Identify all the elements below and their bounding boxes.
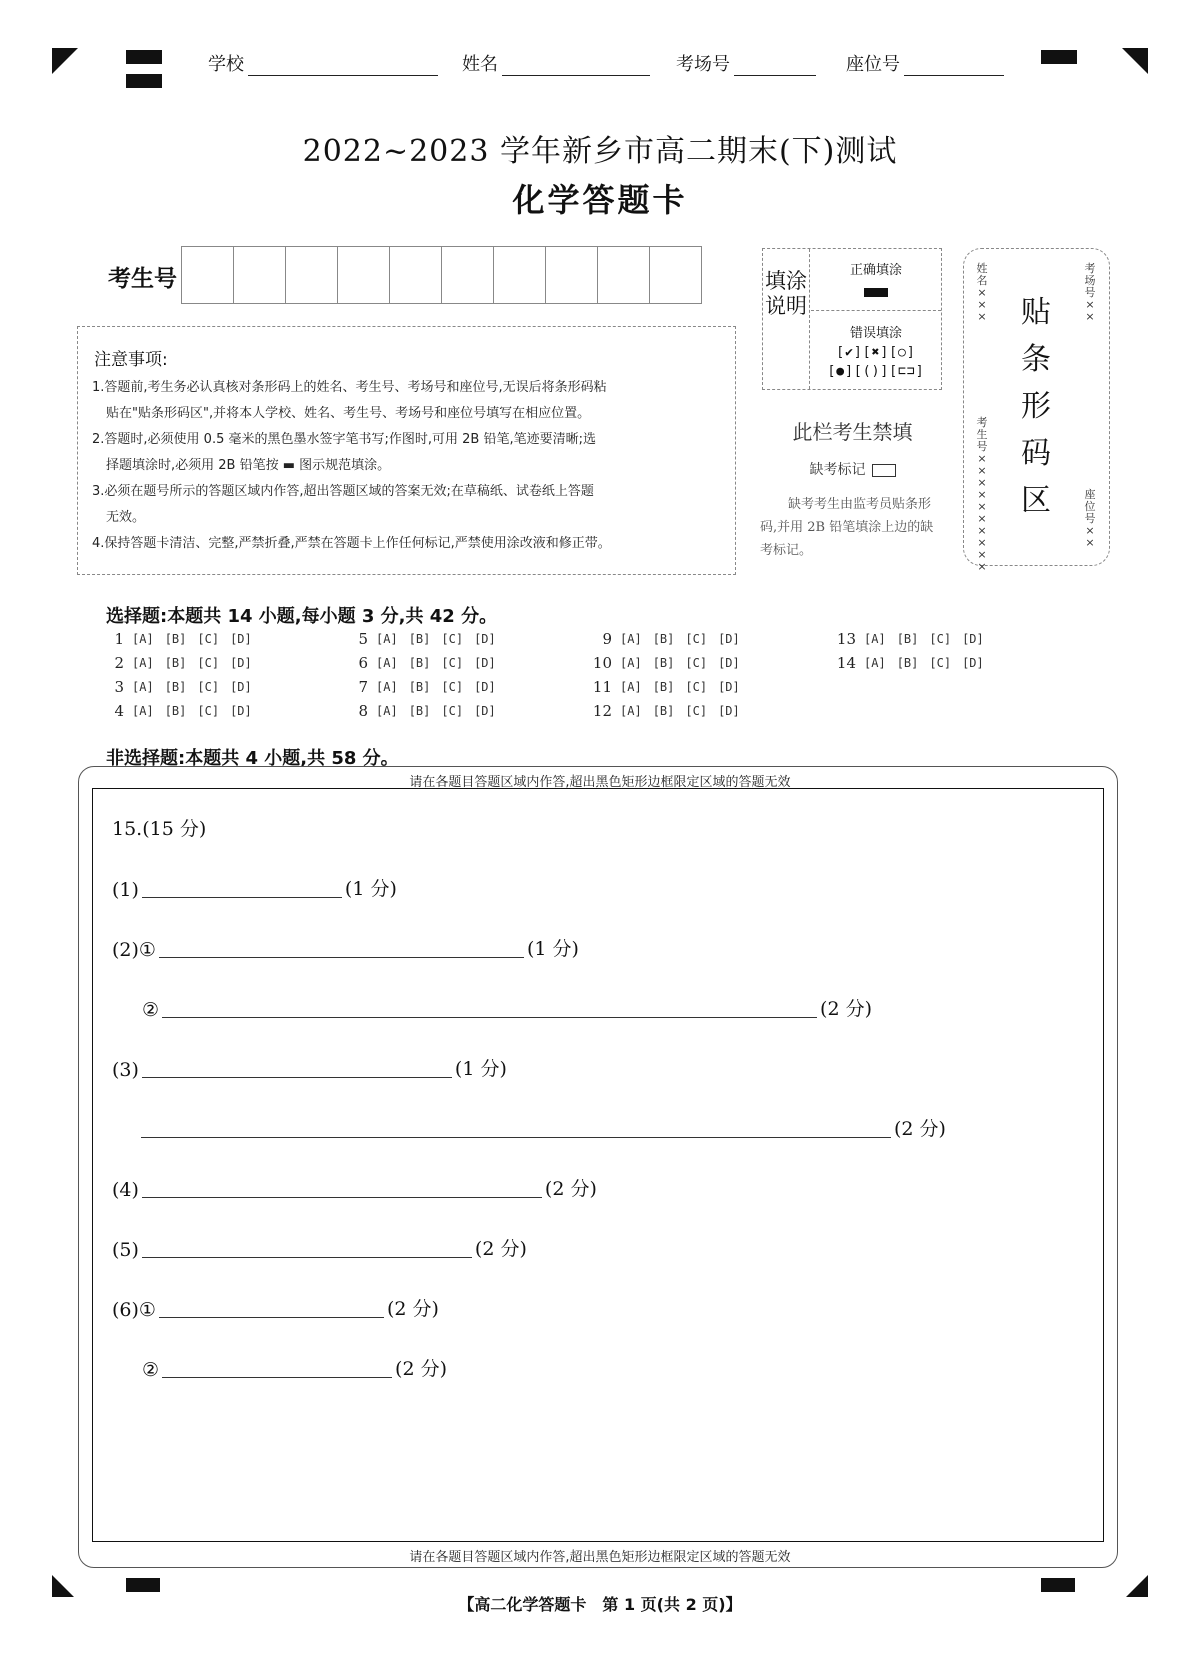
answer-bubble[interactable]: [C] [685, 656, 708, 670]
question-number: 2 [114, 654, 124, 672]
answer-bubble[interactable]: [A] [132, 680, 154, 694]
candidate-number-cell[interactable] [649, 246, 702, 304]
answer-item-score: (1 分) [344, 878, 397, 900]
answer-item-score: (2 分) [894, 1118, 946, 1140]
answer-line[interactable] [142, 1239, 472, 1258]
answer-line[interactable] [159, 939, 524, 958]
answer-bubble[interactable]: [D] [230, 632, 252, 646]
notice-item: 1.答题前,考生务必认真核对条形码上的姓名、考生号、考场号和座位号,无误后将条形码粘 [92, 380, 607, 395]
answer-bubble[interactable]: [D] [474, 680, 496, 694]
answer-bubble[interactable]: [B] [164, 680, 187, 694]
answer-bubble[interactable]: [B] [408, 704, 431, 718]
barcode-room-field: 考场号×× [1084, 262, 1096, 323]
answer-bubble[interactable]: [D] [718, 632, 740, 646]
barcode-label-char: 形 [1021, 389, 1051, 424]
absent-mark-box[interactable] [872, 464, 896, 477]
answer-item-label: (1) [112, 879, 139, 901]
question-15-title: 15.(15 分) [112, 818, 207, 840]
answer-bubble[interactable]: [C] [197, 704, 220, 718]
wrong-fill-row: [●][()][⊏⊐] [827, 364, 925, 379]
fill-instructions [762, 248, 942, 390]
answer-bubble[interactable]: [B] [164, 704, 187, 718]
answer-bubble[interactable]: [C] [197, 632, 220, 646]
answer-bubble[interactable]: [B] [896, 632, 919, 646]
answer-bubble[interactable]: [B] [164, 656, 187, 670]
answer-line[interactable] [162, 999, 817, 1018]
answer-item[interactable] [142, 994, 872, 1021]
answer-bubble[interactable]: [D] [230, 704, 252, 718]
absent-mark-label: 缺考标记 [809, 462, 866, 478]
answer-bubble[interactable]: [C] [441, 680, 464, 694]
answer-bubble[interactable]: [D] [718, 680, 740, 694]
multiple-choice-question [586, 627, 751, 651]
multiple-choice-question [342, 675, 507, 699]
answer-item-score: (2 分) [544, 1178, 597, 1200]
wrong-fill-row: [✔][✖][○] [836, 345, 916, 360]
question-number: 11 [592, 678, 612, 696]
question-number: 1 [114, 630, 124, 648]
multiple-choice-question [98, 627, 263, 651]
multiple-choice-question [830, 651, 995, 675]
seat-input-line[interactable] [904, 55, 1004, 76]
wrong-fill-label: 错误填涂 [849, 326, 902, 341]
multiple-choice-title: 选择题:本题共 14 小题,每小题 3 分,共 42 分。 [106, 606, 498, 627]
answer-item-label: (4) [112, 1179, 139, 1201]
barcode-label-char: 码 [1021, 436, 1051, 471]
school-label: 学校 [208, 54, 244, 75]
answer-item-label: (2)① [112, 939, 156, 961]
multiple-choice-question [830, 627, 995, 651]
multiple-choice-question [586, 699, 751, 723]
answer-bubble[interactable]: [C] [441, 704, 464, 718]
multiple-choice-question [98, 651, 263, 675]
candidate-number-cell[interactable] [337, 246, 390, 304]
barcode-label-char: 贴 [1021, 295, 1051, 330]
correct-fill-label: 正确填涂 [849, 263, 902, 278]
answer-bubble[interactable]: [D] [474, 704, 496, 718]
exam-title: 2022~2023 学年新乡市高二期末(下)测试 [302, 134, 898, 169]
name-field[interactable] [462, 50, 650, 76]
question-number: 9 [602, 630, 612, 648]
question-number: 7 [358, 678, 368, 696]
candidate-number-label: 考生号 [108, 265, 177, 292]
answer-item-score: (2 分) [386, 1298, 439, 1320]
page-footer: 【高二化学答题卡 第 1 页(共 2 页)】 [458, 1595, 742, 1614]
non-choice-title: 非选择题:本题共 4 小题,共 58 分。 [106, 748, 399, 769]
question-number: 13 [836, 630, 856, 648]
answer-line[interactable] [142, 1179, 542, 1198]
candidate-number-cell[interactable] [597, 246, 650, 304]
answer-item[interactable] [112, 1294, 439, 1321]
school-input-line[interactable] [248, 55, 438, 76]
answer-bubble[interactable]: [A] [376, 680, 398, 694]
answer-item-score: (1 分) [454, 1058, 507, 1080]
card-title: 化学答题卡 [512, 181, 688, 219]
candidate-number-cell[interactable] [389, 246, 442, 304]
answer-area-frame [92, 788, 1104, 1542]
answer-bubble[interactable]: [A] [620, 632, 642, 646]
multiple-choice-question [586, 651, 751, 675]
answer-item[interactable] [112, 1234, 527, 1261]
answer-line[interactable] [141, 1119, 891, 1138]
timing-mark [126, 1578, 160, 1592]
candidate-number-cell[interactable] [285, 246, 338, 304]
multiple-choice-column [830, 627, 995, 675]
answer-bubble[interactable]: [A] [132, 632, 154, 646]
multiple-choice-column [342, 627, 507, 723]
answer-item[interactable] [112, 874, 397, 901]
answer-bubble[interactable]: [D] [718, 704, 740, 718]
answer-bubble[interactable]: [B] [652, 632, 675, 646]
name-label: 姓名 [462, 54, 498, 75]
question-number: 5 [358, 630, 368, 648]
answer-bubble[interactable]: [D] [230, 656, 252, 670]
multiple-choice-question [342, 651, 507, 675]
notice-item: 2.答题时,必须使用 0.5 毫米的黑色墨水签字笔书写;作图时,可用 2B 铅笔,笔迹要清晰;选 [92, 432, 596, 447]
answer-line[interactable] [159, 1299, 384, 1318]
answer-bubble[interactable]: [A] [376, 632, 398, 646]
proctor-only-area [760, 416, 945, 562]
answer-bubble[interactable]: [A] [376, 656, 398, 670]
candidate-number-cell[interactable] [441, 246, 494, 304]
answer-item-label: (5) [112, 1239, 139, 1261]
question-number: 3 [114, 678, 124, 696]
barcode-name-field: 姓名××× [976, 262, 988, 323]
answer-bubble[interactable]: [C] [685, 632, 708, 646]
multiple-choice-question [342, 627, 507, 651]
candidate-number-grid[interactable] [182, 246, 702, 304]
timing-mark [126, 74, 162, 88]
answer-bubble[interactable]: [C] [929, 656, 952, 670]
multiple-choice-question [98, 675, 263, 699]
exam-room-input-line[interactable] [734, 55, 816, 76]
notice-item: 4.保持答题卡清洁、完整,严禁折叠,严禁在答题卡上作任何标记,严禁使用涂改液和修正带。 [92, 536, 611, 551]
answer-bubble[interactable]: [A] [132, 704, 154, 718]
multiple-choice-question [98, 699, 263, 723]
multiple-choice-question [342, 699, 507, 723]
school-field[interactable] [208, 50, 438, 76]
answer-bubble[interactable]: [A] [620, 680, 642, 694]
answer-bubble[interactable]: [D] [230, 680, 252, 694]
answer-bubble[interactable]: [D] [474, 632, 496, 646]
multiple-choice-column [98, 627, 263, 723]
notice-item: 贴在"贴条形码区",并将本人学校、姓名、考生号、考场号和座位号填写在相应位置。 [106, 406, 591, 421]
correct-fill-example [811, 249, 941, 311]
timing-mark [126, 50, 162, 64]
answer-bubble[interactable]: [C] [929, 632, 952, 646]
notice-item: 无效。 [106, 510, 146, 525]
proctor-only-title: 此栏考生禁填 [792, 420, 913, 444]
candidate-number-cell[interactable] [181, 246, 234, 304]
corner-mark-top-left [52, 48, 78, 74]
notice-heading: 注意事项: [94, 350, 168, 370]
answer-bubble[interactable]: [C] [197, 680, 220, 694]
answer-item-score: (2 分) [474, 1238, 527, 1260]
barcode-label-char: 区 [1021, 483, 1051, 518]
exam-room-field[interactable] [676, 50, 816, 76]
answer-bubble[interactable]: [D] [718, 656, 740, 670]
answer-bubble[interactable]: [B] [408, 632, 431, 646]
answer-bubble[interactable]: [C] [685, 680, 708, 694]
answer-bubble[interactable]: [A] [376, 704, 398, 718]
answer-bubble[interactable]: [B] [652, 656, 675, 670]
answer-bubble[interactable]: [C] [441, 656, 464, 670]
answer-item-label: ② [142, 1359, 160, 1381]
absent-mark[interactable] [760, 459, 945, 479]
answer-item-label: ② [142, 999, 160, 1021]
multiple-choice-column [586, 627, 751, 723]
barcode-label-char: 条 [1021, 342, 1051, 377]
answer-bubble[interactable]: [B] [164, 632, 187, 646]
timing-mark [1041, 50, 1077, 64]
answer-item-score: (2 分) [395, 1358, 448, 1380]
answer-item[interactable] [112, 1174, 597, 1201]
answer-item-score: (1 分) [526, 938, 579, 960]
timing-mark [1041, 1578, 1075, 1592]
answer-item[interactable] [142, 1354, 447, 1381]
question-number: 6 [358, 654, 368, 672]
answer-area-caption-bottom: 请在各题目答题区域内作答,超出黑色矩形边框限定区域的答题无效 [409, 1550, 791, 1565]
question-number: 8 [358, 702, 368, 720]
wrong-fill-example [811, 312, 941, 389]
seat-field[interactable] [846, 50, 1004, 76]
answer-item-score: (2 分) [820, 998, 873, 1020]
answer-bubble[interactable]: [D] [474, 656, 496, 670]
notice-list [92, 375, 722, 557]
multiple-choice-question [586, 675, 751, 699]
answer-bubble[interactable]: [A] [864, 632, 886, 646]
answer-bubble[interactable]: [C] [685, 704, 708, 718]
answer-bubble[interactable]: [B] [652, 704, 675, 718]
fill-instructions-side-label: 填涂说明 [763, 249, 810, 389]
answer-bubble[interactable]: [A] [620, 704, 642, 718]
question-number: 4 [114, 702, 124, 720]
answer-item[interactable] [112, 934, 579, 961]
answer-bubble[interactable]: [C] [441, 632, 464, 646]
answer-bubble[interactable]: [B] [896, 656, 919, 670]
answer-line[interactable] [162, 1359, 392, 1378]
answer-bubble[interactable]: [A] [864, 656, 886, 670]
barcode-area [963, 248, 1110, 573]
filled-mark-icon [864, 288, 888, 297]
name-input-line[interactable] [502, 55, 650, 76]
answer-line[interactable] [142, 879, 342, 898]
notice-box [77, 326, 736, 575]
answer-bubble[interactable]: [A] [132, 656, 154, 670]
answer-bubble[interactable]: [B] [652, 680, 675, 694]
notice-item: 择题填涂时,必须用 2B 铅笔按 ▬ 图示规范填涂。 [106, 458, 391, 473]
answer-bubble[interactable]: [C] [197, 656, 220, 670]
notice-item: 3.必须在题号所示的答题区域内作答,超出答题区域的答案无效;在草稿纸、试卷纸上答题 [92, 484, 594, 499]
barcode-candidate-field: 考生号×××××××××× [976, 416, 988, 573]
answer-bubble[interactable]: [D] [962, 656, 984, 670]
barcode-label [1016, 289, 1056, 524]
answer-bubble[interactable]: [B] [408, 656, 431, 670]
seat-label: 座位号 [846, 54, 900, 75]
candidate-number-cell[interactable] [233, 246, 286, 304]
barcode-seat-field: 座位号×× [1084, 488, 1096, 549]
exam-room-label: 考场号 [676, 54, 730, 75]
answer-line[interactable] [142, 1059, 452, 1078]
answer-item-label: (6)① [112, 1299, 156, 1321]
absent-note: 缺考考生由监考员贴条形码,并用 2B 铅笔填涂上边的缺考标记。 [760, 497, 934, 558]
candidate-number-cell[interactable] [545, 246, 598, 304]
question-number: 14 [836, 654, 856, 672]
answer-item-label: (3) [112, 1059, 139, 1081]
answer-area-caption-top: 请在各题目答题区域内作答,超出黑色矩形边框限定区域的答题无效 [409, 775, 791, 790]
candidate-number-cell[interactable] [493, 246, 546, 304]
answer-bubble[interactable]: [B] [408, 680, 431, 694]
question-number: 12 [592, 702, 612, 720]
question-number: 10 [592, 654, 612, 672]
corner-mark-top-right [1122, 48, 1148, 74]
answer-bubble[interactable]: [A] [620, 656, 642, 670]
answer-bubble[interactable]: [D] [962, 632, 984, 646]
answer-item[interactable] [138, 1114, 946, 1141]
answer-item[interactable] [112, 1054, 507, 1081]
